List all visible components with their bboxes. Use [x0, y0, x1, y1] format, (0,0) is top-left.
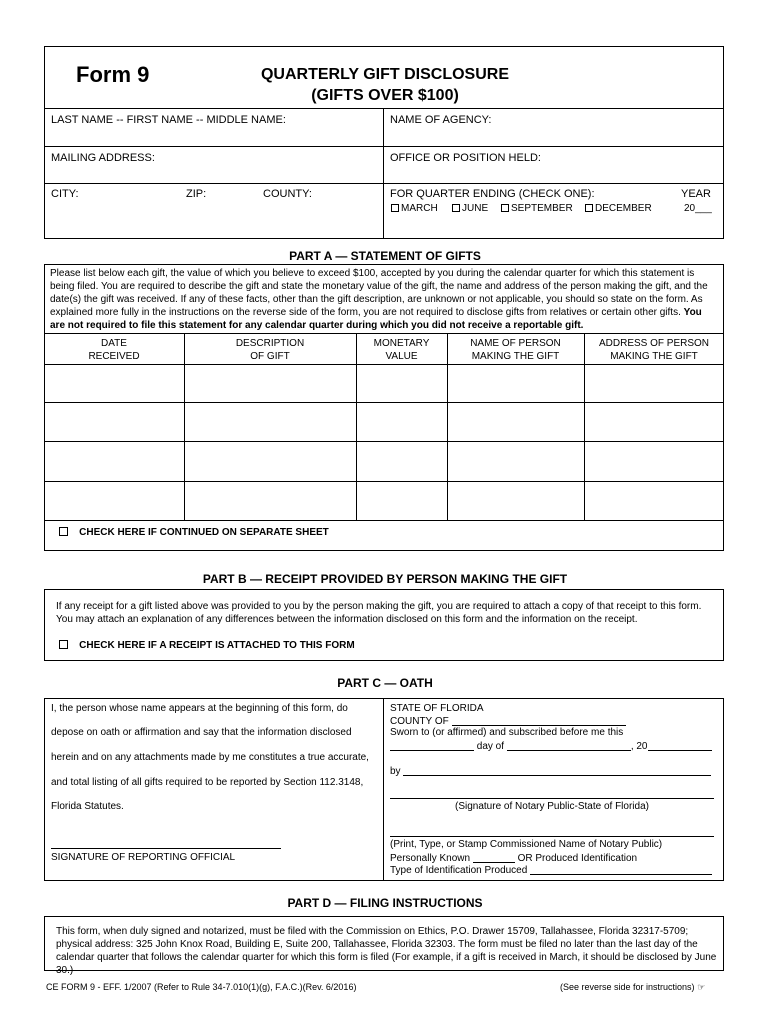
- county-field[interactable]: [452, 715, 626, 726]
- divider: [383, 698, 384, 881]
- notary-county: COUNTY OF: [390, 715, 626, 727]
- divider: [383, 108, 384, 239]
- oath-line: depose on oath or affirmation and say that the information disclosed: [51, 727, 352, 738]
- notary-sworn: Sworn to (or affirmed) and subscribed before me this: [390, 727, 624, 738]
- city-label: CITY:: [51, 188, 79, 200]
- checkbox-icon: [585, 204, 593, 212]
- divider: [44, 520, 724, 521]
- divider: [44, 441, 724, 442]
- personally-known-field[interactable]: [473, 852, 515, 863]
- oath-line: herein and on any attachments made by me constitutes a true accurate,: [51, 752, 369, 763]
- checkbox-icon: [501, 204, 509, 212]
- oath-line: Florida Statutes.: [51, 801, 124, 812]
- form-number: Form 9: [76, 62, 150, 87]
- year-field[interactable]: [648, 740, 712, 751]
- part-a-instructions: Please list below each gift, the value of which you believe to exceed $100, accepted by you during the calendar quarter for which this statement is being filed. You are required to describe the gift and state the monetary value of the gift, the name and address of the person making the gift, and the date(s) the gift was received. If any of these facts, other than the gift description, are unknown or not applicable, you should so state on the form. As explained more fully in the instructions on the reverse side of the form, you are not required to disclose gifts from relatives or certain other gifts. You are not required to file this statement for any calendar quarter during which you did not receive a reportable gift.: [50, 268, 708, 331]
- quarter-december-option[interactable]: DECEMBER: [585, 203, 652, 214]
- column-header-address: ADDRESS OF PERSON MAKING THE GIFT: [598, 338, 710, 362]
- divider: [44, 402, 724, 403]
- month-field[interactable]: [507, 740, 631, 751]
- notary-name-line[interactable]: [390, 836, 714, 837]
- quarter-june-option[interactable]: JUNE: [452, 203, 488, 214]
- notary-by: by: [390, 765, 711, 777]
- column-header-date: DATE RECEIVED: [88, 338, 140, 362]
- signature-label: SIGNATURE OF REPORTING OFFICIAL: [51, 852, 236, 863]
- zip-label: ZIP:: [186, 188, 207, 200]
- form-title: QUARTERLY GIFT DISCLOSURE: [260, 66, 510, 83]
- year-label: YEAR: [681, 188, 711, 200]
- part-b-title: PART B — RECEIPT PROVIDED BY PERSON MAKING THE GIFT: [202, 572, 568, 586]
- notary-date: day of , 20: [390, 740, 712, 752]
- divider: [44, 364, 724, 365]
- mailing-address-label: MAILING ADDRESS:: [51, 152, 155, 164]
- notary-state: STATE OF FLORIDA: [390, 703, 484, 714]
- id-type: Type of Identification Produced: [390, 864, 712, 876]
- divider: [44, 333, 724, 334]
- county-label: COUNTY:: [263, 188, 312, 200]
- part-c-title: PART C — OATH: [337, 676, 433, 690]
- personally-known: Personally Known OR Produced Identification: [390, 853, 638, 864]
- notary-print-label: (Print, Type, or Stamp Commissioned Name of Notary Public): [390, 839, 663, 850]
- checkbox-icon: [452, 204, 460, 212]
- form-subtitle: (GIFTS OVER $100): [311, 87, 459, 104]
- part-b-text: If any receipt for a gift listed above was provided to you by the person making the gift, you are required to attach a copy of that receipt to this form. You may attach an explanation of any differences between the information disclosed on this form and the information on the receipt.: [56, 601, 702, 625]
- id-type-field[interactable]: [530, 864, 712, 875]
- receipt-attached-checkbox[interactable]: CHECK HERE IF A RECEIPT IS ATTACHED TO THIS FORM: [59, 640, 355, 651]
- day-field[interactable]: [390, 740, 474, 751]
- footer-form-id: CE FORM 9 - EFF. 1/2007 (Refer to Rule 34-7.010(1)(g), F.A.C.)(Rev. 6/2016): [46, 982, 357, 992]
- column-header-description: DESCRIPTION OF GIFT: [235, 338, 305, 362]
- divider: [44, 183, 724, 184]
- notary-signature-line[interactable]: [390, 798, 714, 799]
- oath-line: I, the person whose name appears at the beginning of this form, do: [51, 703, 348, 714]
- divider: [44, 146, 724, 147]
- by-field[interactable]: [403, 765, 711, 776]
- part-a-title: PART A — STATEMENT OF GIFTS: [289, 249, 481, 263]
- pointing-hand-icon: ☞: [697, 982, 706, 992]
- checkbox-icon: [59, 527, 68, 536]
- oath-line: and total listing of all gifts required to be reported by Section 112.3148,: [51, 777, 364, 788]
- column-header-name: NAME OF PERSON MAKING THE GIFT: [470, 338, 561, 362]
- divider: [44, 108, 724, 109]
- footer-reverse-note: (See reverse side for instructions) ☞: [560, 982, 706, 992]
- year-field[interactable]: 20___: [684, 203, 712, 214]
- agency-label: NAME OF AGENCY:: [390, 114, 492, 126]
- quarter-march-option[interactable]: MARCH: [391, 203, 438, 214]
- divider: [44, 481, 724, 482]
- quarter-label: FOR QUARTER ENDING (CHECK ONE):: [390, 188, 595, 200]
- continued-sheet-checkbox[interactable]: CHECK HERE IF CONTINUED ON SEPARATE SHEET: [59, 527, 329, 538]
- quarter-september-option[interactable]: SEPTEMBER: [501, 203, 573, 214]
- office-label: OFFICE OR POSITION HELD:: [390, 152, 541, 164]
- signature-line[interactable]: [51, 848, 281, 849]
- notary-signature-label: (Signature of Notary Public-State of Florida): [455, 801, 649, 812]
- checkbox-icon: [391, 204, 399, 212]
- part-d-title: PART D — FILING INSTRUCTIONS: [287, 896, 483, 910]
- checkbox-icon: [59, 640, 68, 649]
- part-d-text: This form, when duly signed and notarized, must be filed with the Commission on Ethics, P.O. Drawer 15709, Tallahassee, Florida 32317-5709; physical address: 325 John Knox Road, Building E, Suite 200, Tallahassee, Florida 32303. The form must be filed no later than the last day of the calendar quarter that follows the calendar quarter for which this form is filed (For example, if a gift is received in March, it should be disclosed by June 30.): [56, 926, 717, 976]
- column-header-value: MONETARY VALUE: [373, 338, 430, 362]
- last-name-label: LAST NAME -- FIRST NAME -- MIDDLE NAME:: [51, 114, 286, 126]
